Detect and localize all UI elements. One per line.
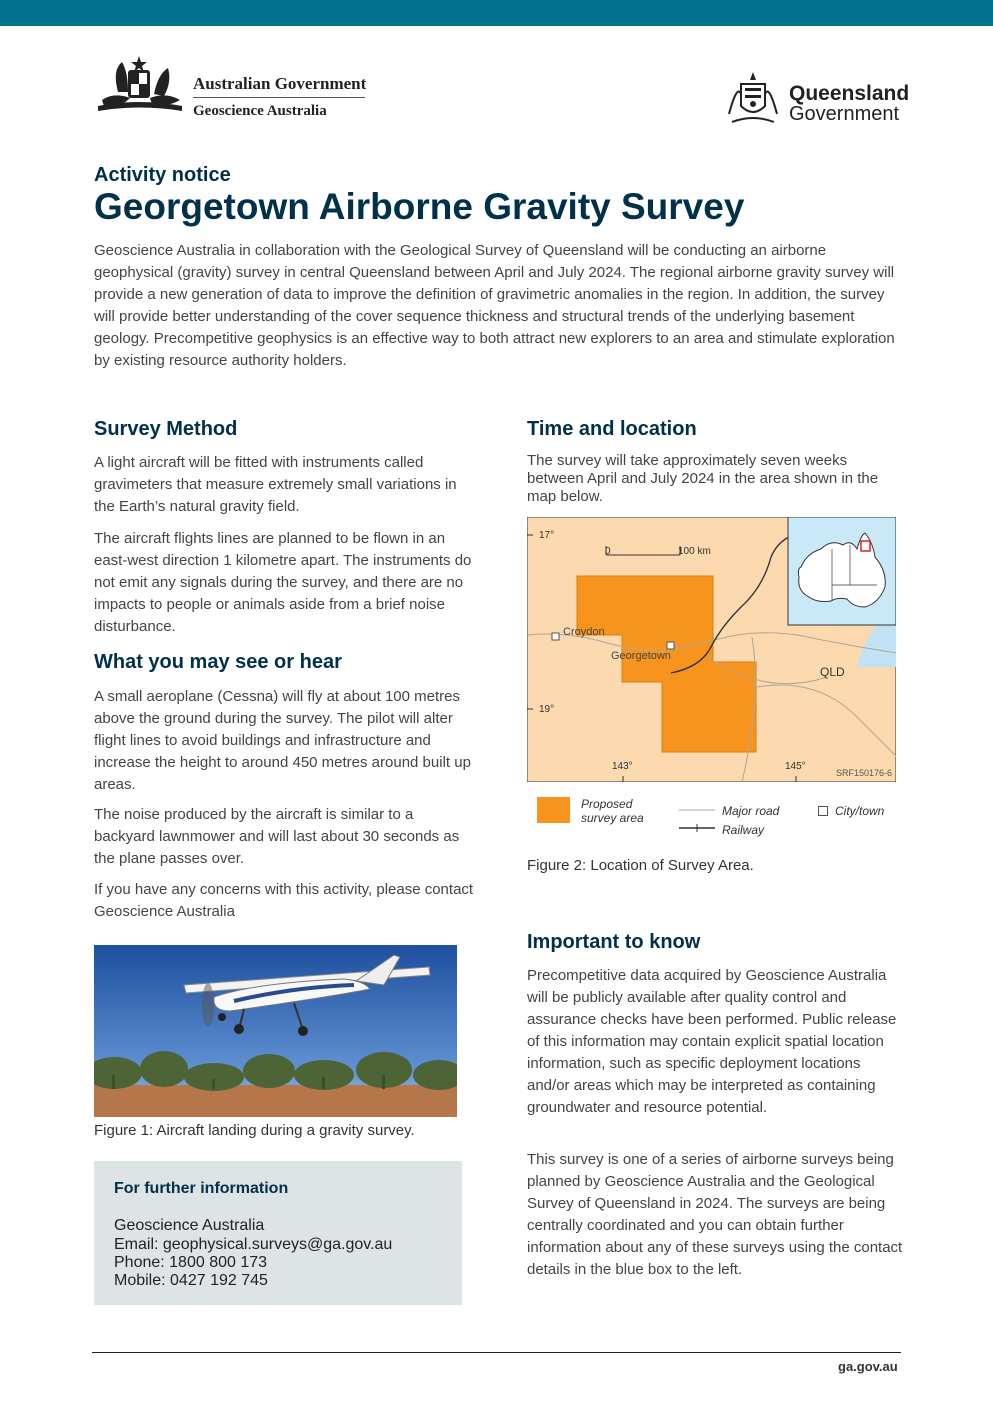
intro-paragraph: Geoscience Australia in collaboration with the Geological Survey of Queensland will be conducting an airborne geophysical (gravity) survey in central Queensland between April and July 2024. The regional airborne gravity survey will provide a new generation of data to improve the definition of gravimetric anomalies in the region. In addition, the survey will provide better understanding of the cover sequence thickness and structural trends of the underlying basement geology. Precompetitive geophysics is an effective way to both attract new explorers to an area and stimulate exploration by existing resource authority holders. xyxy=(94,242,895,369)
figure-2-caption: Figure 2: Location of Survey Area. xyxy=(527,857,754,874)
see-hear-paragraph-1: A small aeroplane (Cessna) will fly at about 100 metres above the ground during the survey. The pilot will alter flight lines to avoid buildings and infrastructure and increase the height to around 450 metres around built up areas. xyxy=(94,688,471,793)
figure-1-caption: Figure 1: Aircraft landing during a gravity survey. xyxy=(94,1122,415,1139)
see-hear-paragraph-2: The noise produced by the aircraft is similar to a backyard lawnmower and will last about 30 seconds as the plane passes over. xyxy=(94,806,460,867)
top-banner xyxy=(0,0,993,26)
contact-phone: Phone: 1800 800 173 xyxy=(114,1254,268,1271)
map-lat-19: 19° xyxy=(539,704,555,715)
contact-org: Geoscience Australia xyxy=(114,1217,265,1234)
map-town-croydon: Croydon xyxy=(563,626,605,638)
legend-town: City/town xyxy=(835,804,885,818)
survey-method-paragraph-2: The aircraft flights lines are planned to be flown in an east-west direction 1 kilometre apart. The instruments do not emit any signals during the survey, and there are no impacts to people or animals aside from a brief noise disturbance. xyxy=(94,530,472,635)
qld-subtitle: Government xyxy=(789,103,900,125)
legend-line-symbols xyxy=(679,804,719,834)
time-location-heading: Time and location xyxy=(527,418,697,440)
survey-method-heading: Survey Method xyxy=(94,418,238,440)
survey-method-paragraph-1: A light aircraft will be fitted with instruments called gravimeters that measure extremely small variations in the Earth’s natural gravity field. xyxy=(94,454,457,515)
ag-title: Australian Government xyxy=(193,74,367,93)
australia-inset-map xyxy=(788,517,896,625)
footer-url[interactable]: ga.gov.au xyxy=(838,1359,898,1374)
see-hear-heading: What you may see or hear xyxy=(94,651,342,673)
ag-subtitle: Geoscience Australia xyxy=(193,103,327,119)
map-lon-145: 145° xyxy=(785,761,806,772)
important-paragraph-1: Precompetitive data acquired by Geoscience Australia will be publicly available after quality control and assurance checks have been performed. Public release of this information may contain explicit spatial location information, such as specific deployment locations and/or areas which may be interpreted as containing groundwater and resource potential. xyxy=(527,967,897,1116)
contact-mobile: Mobile: 0427 192 745 xyxy=(114,1272,268,1289)
contact-info-title: For further information xyxy=(114,1180,289,1197)
legend-survey-line2: survey area xyxy=(581,811,644,825)
legend-survey-swatch xyxy=(537,797,570,823)
legend-survey-line1: Proposed xyxy=(581,797,633,811)
ag-divider xyxy=(193,97,365,98)
map-lat-17: 17° xyxy=(539,530,555,541)
footer-divider xyxy=(92,1352,901,1353)
map-town-georgetown: Georgetown xyxy=(611,650,671,662)
scale-zero: 0 xyxy=(605,546,611,557)
legend-town-symbol xyxy=(818,806,828,816)
legend-rail: Railway xyxy=(722,823,765,837)
map-state-label: QLD xyxy=(820,665,845,679)
map-lon-143: 143° xyxy=(612,761,633,772)
map-reference: SRF150176-6 xyxy=(836,768,893,778)
survey-location-map xyxy=(527,517,896,782)
time-location-paragraph: The survey will take approximately seven weeks between April and July 2024 in the area shown in the map below. xyxy=(527,452,879,505)
important-heading: Important to know xyxy=(527,931,701,953)
page-title: Georgetown Airborne Gravity Survey xyxy=(94,186,745,227)
legend-road: Major road xyxy=(722,804,780,818)
aircraft-landing-photo xyxy=(94,945,457,1117)
qld-title: Queensland xyxy=(789,82,910,105)
activity-notice-label: Activity notice xyxy=(94,164,231,186)
contact-email: Email: geophysical.surveys@ga.gov.au xyxy=(114,1236,393,1253)
scale-label: 100 km xyxy=(678,546,711,557)
see-hear-paragraph-3: If you have any concerns with this activity, please contact Geoscience Australia xyxy=(94,881,474,920)
important-paragraph-2: This survey is one of a series of airborne surveys being planned by Geoscience Australia and the Geological Survey of Queensland in 2024. The surveys are being centrally coordinated and you can obtain further information about any of these surveys using the contact details in the blue box to the left. xyxy=(527,1151,903,1278)
queensland-crest-icon xyxy=(724,70,782,130)
